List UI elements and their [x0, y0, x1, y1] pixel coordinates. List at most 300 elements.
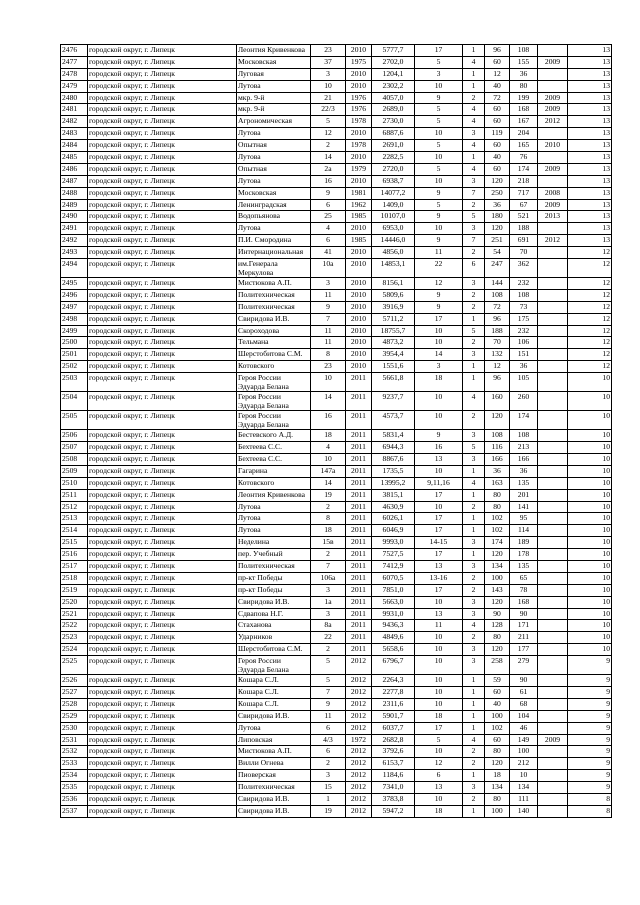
cell-apartments: 100 [485, 572, 510, 584]
cell-entrances: 1 [463, 513, 485, 525]
table-row [61, 247, 612, 259]
cell-year: 2012 [346, 710, 372, 722]
cell-residents: 155 [510, 56, 538, 68]
cell-street: Политехническая [237, 560, 311, 572]
cell-residents: 211 [510, 632, 538, 644]
cell-entrances: 3 [463, 608, 485, 620]
cell-area: 7341,0 [372, 782, 415, 794]
cell-entrances: 4 [463, 104, 485, 116]
cell-year: 2010 [346, 247, 372, 259]
cell-record-number: 2528 [61, 698, 88, 710]
cell-floors: 10 [415, 698, 463, 710]
cell-repair-year [538, 805, 568, 817]
cell-record-number: 2514 [61, 525, 88, 537]
cell-apartments: 60 [485, 140, 510, 152]
cell-residents: 204 [510, 128, 538, 140]
cell-entrances: 3 [463, 430, 485, 442]
cell-entrances: 1 [463, 770, 485, 782]
cell-year: 2010 [346, 68, 372, 80]
cell-area: 6026,1 [372, 513, 415, 525]
cell-floors: 5 [415, 56, 463, 68]
table-row [61, 313, 612, 325]
cell-year: 2011 [346, 584, 372, 596]
cell-year: 1985 [346, 211, 372, 223]
cell-house-number: 2а [311, 163, 346, 175]
cell-repair-year [538, 247, 568, 259]
cell-residents: 178 [510, 549, 538, 561]
cell-record-number: 2494 [61, 259, 88, 278]
cell-area: 9993,0 [372, 537, 415, 549]
cell-apartments: 166 [485, 453, 510, 465]
cell-entrances: 2 [463, 572, 485, 584]
table-row [61, 45, 612, 57]
cell-entrances: 6 [463, 259, 485, 278]
table-row [61, 337, 612, 349]
cell-group: 13 [568, 56, 612, 68]
cell-area: 3792,6 [372, 746, 415, 758]
cell-floors: 11 [415, 247, 463, 259]
cell-street: Бехтеева С.С. [237, 453, 311, 465]
cell-residents: 717 [510, 187, 538, 199]
cell-municipality: городской округ, г. Липецк [88, 361, 237, 373]
cell-apartments: 60 [485, 116, 510, 128]
cell-floors: 10 [415, 152, 463, 164]
cell-group: 9 [568, 770, 612, 782]
table-row [61, 477, 612, 489]
cell-repair-year [538, 175, 568, 187]
cell-group: 13 [568, 163, 612, 175]
cell-floors: 18 [415, 373, 463, 392]
cell-record-number: 2476 [61, 45, 88, 57]
cell-residents: 174 [510, 163, 538, 175]
cell-repair-year [538, 301, 568, 313]
cell-record-number: 2490 [61, 211, 88, 223]
cell-group: 9 [568, 746, 612, 758]
cell-apartments: 180 [485, 211, 510, 223]
cell-entrances: 1 [463, 698, 485, 710]
cell-residents: 140 [510, 805, 538, 817]
cell-residents: 68 [510, 698, 538, 710]
cell-year: 2011 [346, 644, 372, 656]
cell-record-number: 2489 [61, 199, 88, 211]
cell-floors: 17 [415, 525, 463, 537]
cell-house-number: 16 [311, 411, 346, 430]
cell-repair-year [538, 686, 568, 698]
cell-year: 2010 [346, 223, 372, 235]
cell-apartments: 18 [485, 770, 510, 782]
cell-apartments: 119 [485, 128, 510, 140]
cell-area: 2682,8 [372, 734, 415, 746]
cell-repair-year [538, 675, 568, 687]
cell-floors: 9 [415, 289, 463, 301]
cell-house-number: 10 [311, 453, 346, 465]
cell-repair-year [538, 152, 568, 164]
cell-apartments: 59 [485, 675, 510, 687]
cell-street: Политехническая [237, 289, 311, 301]
cell-area: 5711,2 [372, 313, 415, 325]
cell-group: 9 [568, 675, 612, 687]
cell-entrances: 1 [463, 373, 485, 392]
cell-apartments: 54 [485, 247, 510, 259]
cell-group: 13 [568, 187, 612, 199]
cell-group: 12 [568, 278, 612, 290]
cell-apartments: 100 [485, 710, 510, 722]
cell-street: Мистюкова А.П. [237, 278, 311, 290]
cell-record-number: 2480 [61, 92, 88, 104]
cell-entrances: 7 [463, 187, 485, 199]
cell-entrances: 5 [463, 325, 485, 337]
cell-street: им.Генерала Меркулова [237, 259, 311, 278]
cell-record-number: 2516 [61, 549, 88, 561]
cell-entrances: 2 [463, 301, 485, 313]
cell-municipality: городской округ, г. Липецк [88, 722, 237, 734]
cell-record-number: 2515 [61, 537, 88, 549]
cell-repair-year: 2009 [538, 104, 568, 116]
cell-street: Свиридова И.В. [237, 596, 311, 608]
cell-year: 2012 [346, 675, 372, 687]
cell-floors: 3 [415, 68, 463, 80]
cell-area: 2730,0 [372, 116, 415, 128]
cell-group: 10 [568, 477, 612, 489]
cell-repair-year: 2008 [538, 187, 568, 199]
cell-year: 2012 [346, 782, 372, 794]
cell-group: 9 [568, 656, 612, 675]
cell-street: Героя России Эдуарда Белана [237, 656, 311, 675]
cell-entrances: 4 [463, 163, 485, 175]
cell-residents: 279 [510, 656, 538, 675]
table-row [61, 361, 612, 373]
cell-apartments: 80 [485, 793, 510, 805]
cell-area: 3783,8 [372, 793, 415, 805]
cell-house-number: 6 [311, 722, 346, 734]
cell-apartments: 72 [485, 301, 510, 313]
cell-apartments: 247 [485, 259, 510, 278]
cell-apartments: 96 [485, 313, 510, 325]
cell-house-number: 3 [311, 278, 346, 290]
cell-entrances: 3 [463, 596, 485, 608]
cell-record-number: 2507 [61, 442, 88, 454]
cell-house-number: 16 [311, 175, 346, 187]
cell-area: 4057,0 [372, 92, 415, 104]
cell-municipality: городской округ, г. Липецк [88, 187, 237, 199]
table-row [61, 489, 612, 501]
cell-apartments: 96 [485, 373, 510, 392]
cell-group: 10 [568, 596, 612, 608]
cell-house-number: 8 [311, 513, 346, 525]
cell-entrances: 5 [463, 442, 485, 454]
cell-residents: 114 [510, 525, 538, 537]
table-row [61, 782, 612, 794]
cell-street: Кошара С.Л. [237, 698, 311, 710]
cell-floors: 9 [415, 92, 463, 104]
cell-group: 12 [568, 289, 612, 301]
cell-street: Мистюкова А.П. [237, 746, 311, 758]
cell-floors: 10 [415, 675, 463, 687]
table-row [61, 758, 612, 770]
cell-municipality: городской округ, г. Липецк [88, 349, 237, 361]
cell-municipality: городской округ, г. Липецк [88, 746, 237, 758]
cell-area: 2277,8 [372, 686, 415, 698]
table-row [61, 259, 612, 278]
cell-repair-year [538, 572, 568, 584]
table-row [61, 199, 612, 211]
cell-group: 10 [568, 411, 612, 430]
cell-residents: 174 [510, 411, 538, 430]
cell-area: 7412,9 [372, 560, 415, 572]
cell-area: 5947,2 [372, 805, 415, 817]
cell-year: 2011 [346, 537, 372, 549]
table-row [61, 584, 612, 596]
cell-entrances: 1 [463, 710, 485, 722]
cell-record-number: 2536 [61, 793, 88, 805]
cell-house-number: 15в [311, 537, 346, 549]
cell-residents: 95 [510, 513, 538, 525]
cell-year: 2011 [346, 430, 372, 442]
table-row [61, 525, 612, 537]
cell-entrances: 2 [463, 289, 485, 301]
cell-area: 6796,7 [372, 656, 415, 675]
cell-apartments: 36 [485, 199, 510, 211]
cell-record-number: 2506 [61, 430, 88, 442]
cell-year: 2010 [346, 152, 372, 164]
cell-house-number: 4/3 [311, 734, 346, 746]
cell-municipality: городской округ, г. Липецк [88, 68, 237, 80]
cell-repair-year [538, 722, 568, 734]
cell-area: 1409,0 [372, 199, 415, 211]
cell-entrances: 1 [463, 525, 485, 537]
cell-entrances: 4 [463, 734, 485, 746]
cell-group: 9 [568, 782, 612, 794]
cell-entrances: 3 [463, 644, 485, 656]
cell-floors: 13 [415, 782, 463, 794]
cell-area: 6070,5 [372, 572, 415, 584]
cell-record-number: 2505 [61, 411, 88, 430]
cell-house-number: 41 [311, 247, 346, 259]
table-row [61, 632, 612, 644]
cell-municipality: городской округ, г. Липецк [88, 235, 237, 247]
cell-floors: 13 [415, 560, 463, 572]
table-row [61, 211, 612, 223]
cell-floors: 10 [415, 80, 463, 92]
cell-municipality: городской округ, г. Липецк [88, 211, 237, 223]
cell-residents: 36 [510, 68, 538, 80]
cell-group: 13 [568, 104, 612, 116]
cell-residents: 691 [510, 235, 538, 247]
cell-apartments: 12 [485, 68, 510, 80]
cell-apartments: 70 [485, 337, 510, 349]
cell-year: 2010 [346, 45, 372, 57]
cell-entrances: 1 [463, 805, 485, 817]
cell-residents: 105 [510, 373, 538, 392]
cell-apartments: 102 [485, 722, 510, 734]
cell-repair-year [538, 430, 568, 442]
cell-repair-year [538, 289, 568, 301]
cell-floors: 10 [415, 392, 463, 411]
cell-municipality: городской округ, г. Липецк [88, 442, 237, 454]
cell-year: 1976 [346, 104, 372, 116]
cell-year: 2010 [346, 259, 372, 278]
cell-record-number: 2478 [61, 68, 88, 80]
cell-apartments: 60 [485, 734, 510, 746]
cell-floors: 17 [415, 489, 463, 501]
cell-street: Кошара С.Л. [237, 686, 311, 698]
cell-residents: 362 [510, 259, 538, 278]
cell-street: Лутова [237, 525, 311, 537]
cell-group: 10 [568, 537, 612, 549]
cell-house-number: 19 [311, 805, 346, 817]
cell-record-number: 2533 [61, 758, 88, 770]
cell-apartments: 120 [485, 223, 510, 235]
cell-year: 2011 [346, 525, 372, 537]
cell-apartments: 108 [485, 430, 510, 442]
cell-house-number: 25 [311, 211, 346, 223]
cell-entrances: 2 [463, 793, 485, 805]
cell-year: 2011 [346, 465, 372, 477]
cell-residents: 65 [510, 572, 538, 584]
cell-repair-year: 2009 [538, 56, 568, 68]
cell-apartments: 40 [485, 152, 510, 164]
cell-house-number: 37 [311, 56, 346, 68]
cell-apartments: 250 [485, 187, 510, 199]
cell-group: 9 [568, 710, 612, 722]
cell-residents: 76 [510, 152, 538, 164]
cell-residents: 70 [510, 247, 538, 259]
cell-group: 13 [568, 199, 612, 211]
table-row [61, 620, 612, 632]
cell-area: 6944,3 [372, 442, 415, 454]
cell-apartments: 251 [485, 235, 510, 247]
cell-entrances: 4 [463, 620, 485, 632]
cell-entrances: 1 [463, 313, 485, 325]
cell-municipality: городской округ, г. Липецк [88, 301, 237, 313]
cell-house-number: 14 [311, 152, 346, 164]
cell-street: Бестевского А.Д. [237, 430, 311, 442]
cell-entrances: 3 [463, 656, 485, 675]
cell-street: Стаханова [237, 620, 311, 632]
cell-entrances: 3 [463, 537, 485, 549]
cell-street: Героя России Эдуарда Белана [237, 411, 311, 430]
table-row [61, 537, 612, 549]
cell-street: Лутова [237, 223, 311, 235]
cell-record-number: 2511 [61, 489, 88, 501]
cell-record-number: 2486 [61, 163, 88, 175]
cell-floors: 16 [415, 442, 463, 454]
cell-entrances: 1 [463, 686, 485, 698]
cell-municipality: городской округ, г. Липецк [88, 289, 237, 301]
cell-residents: 149 [510, 734, 538, 746]
table-row [61, 608, 612, 620]
cell-apartments: 96 [485, 45, 510, 57]
cell-apartments: 144 [485, 278, 510, 290]
cell-municipality: городской округ, г. Липецк [88, 465, 237, 477]
cell-floors: 10 [415, 465, 463, 477]
cell-floors: 10 [415, 325, 463, 337]
cell-repair-year [538, 325, 568, 337]
cell-group: 10 [568, 392, 612, 411]
cell-repair-year [538, 632, 568, 644]
cell-floors: 6 [415, 770, 463, 782]
cell-street: Опытная [237, 163, 311, 175]
cell-year: 2012 [346, 758, 372, 770]
cell-house-number: 10 [311, 80, 346, 92]
cell-year: 2011 [346, 411, 372, 430]
cell-residents: 166 [510, 453, 538, 465]
cell-repair-year: 2009 [538, 92, 568, 104]
cell-street: Лутова [237, 722, 311, 734]
cell-year: 1975 [346, 56, 372, 68]
cell-group: 10 [568, 373, 612, 392]
cell-record-number: 2517 [61, 560, 88, 572]
cell-house-number: 6 [311, 746, 346, 758]
cell-year: 2010 [346, 337, 372, 349]
cell-apartments: 102 [485, 513, 510, 525]
cell-street: Бехтеева С.С. [237, 442, 311, 454]
cell-year: 2011 [346, 392, 372, 411]
cell-street: Котовского [237, 477, 311, 489]
cell-street: Лутова [237, 175, 311, 187]
cell-repair-year [538, 584, 568, 596]
cell-group: 10 [568, 525, 612, 537]
cell-year: 2010 [346, 289, 372, 301]
cell-municipality: городской округ, г. Липецк [88, 632, 237, 644]
table-row [61, 140, 612, 152]
cell-area: 2302,2 [372, 80, 415, 92]
cell-house-number: 18 [311, 525, 346, 537]
cell-record-number: 2504 [61, 392, 88, 411]
cell-residents: 177 [510, 644, 538, 656]
cell-repair-year [538, 80, 568, 92]
cell-street: пр-кт Победы [237, 572, 311, 584]
cell-municipality: городской округ, г. Липецк [88, 325, 237, 337]
cell-group: 10 [568, 549, 612, 561]
cell-area: 5777,7 [372, 45, 415, 57]
cell-repair-year: 2010 [538, 140, 568, 152]
cell-street: Интернациональная [237, 247, 311, 259]
cell-apartments: 120 [485, 175, 510, 187]
cell-record-number: 2531 [61, 734, 88, 746]
cell-municipality: городской округ, г. Липецк [88, 698, 237, 710]
cell-municipality: городской округ, г. Липецк [88, 608, 237, 620]
cell-repair-year [538, 128, 568, 140]
cell-year: 2012 [346, 805, 372, 817]
table-row [61, 572, 612, 584]
cell-floors: 5 [415, 116, 463, 128]
cell-street: Шерстобитова С.М. [237, 644, 311, 656]
cell-year: 1962 [346, 199, 372, 211]
cell-residents: 168 [510, 104, 538, 116]
cell-area: 9237,7 [372, 392, 415, 411]
cell-house-number: 3 [311, 770, 346, 782]
cell-entrances: 2 [463, 584, 485, 596]
cell-year: 2011 [346, 513, 372, 525]
cell-municipality: городской округ, г. Липецк [88, 501, 237, 513]
cell-entrances: 1 [463, 675, 485, 687]
table-row [61, 686, 612, 698]
cell-entrances: 1 [463, 549, 485, 561]
cell-house-number: 2 [311, 549, 346, 561]
table-row [61, 560, 612, 572]
cell-apartments: 60 [485, 104, 510, 116]
cell-house-number: 5 [311, 116, 346, 128]
cell-street: Тельмана [237, 337, 311, 349]
cell-apartments: 60 [485, 56, 510, 68]
cell-record-number: 2500 [61, 337, 88, 349]
table-row [61, 596, 612, 608]
table-row [61, 128, 612, 140]
cell-area: 7851,0 [372, 584, 415, 596]
cell-entrances: 3 [463, 349, 485, 361]
cell-area: 8867,6 [372, 453, 415, 465]
